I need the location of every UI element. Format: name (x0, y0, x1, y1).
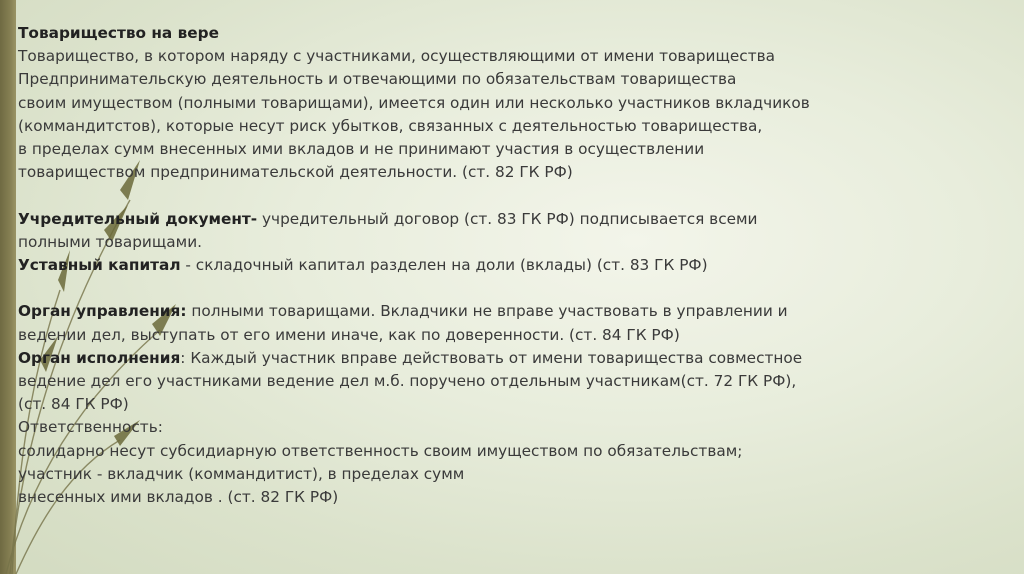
slide-text (18, 22, 978, 509)
definition-line: Товарищество, в котором наряду с участниками, осуществляющими от имени товарищества (18, 47, 775, 66)
management-body-cont: ведении дел, выступать от его имени иначе, как по доверенности. (ст. 84 ГК РФ) (18, 325, 680, 344)
liability-line: внесенных ими вкладов . (ст. 82 ГК РФ) (18, 488, 339, 507)
definition-line: (коммандитстов), которые несут риск убытков, связанных с деятельностью товарищества, (18, 116, 763, 135)
management-body (18, 300, 978, 323)
definition-line: своим имуществом (полными товарищами), имеется один или несколько участников вкладчиков (18, 93, 810, 112)
founding-document-label: Учредительный документ- (18, 209, 258, 228)
liability-line: Ответственность: (18, 418, 163, 437)
management-body-label: Орган управления: (18, 302, 187, 321)
execution-body-label: Орган исполнения (18, 348, 181, 367)
founding-document-text: учредительный договор (ст. 83 ГК РФ) подписывается всеми (257, 209, 758, 228)
liability-line: участник - вкладчик (коммандитист), в пределах сумм (18, 464, 465, 483)
share-capital-text: - складочный капитал разделен на доли (вклады) (ст. 83 ГК РФ) (180, 256, 708, 275)
founding-document (18, 208, 978, 231)
execution-body-text: : Каждый участник вправе действовать от имени товарищества совместное (180, 348, 803, 367)
share-capital-label: Уставный капитал (18, 256, 181, 275)
definition-line: в пределах сумм внесенных ими вкладов и не принимают участия в осуществлении (18, 140, 705, 159)
founding-document-cont: полными товарищами. (18, 232, 202, 251)
definition-line: Предпринимательскую деятельность и отвечающими по обязательствам товарищества (18, 70, 737, 89)
execution-body-cont: ведение дел его участниками ведение дел м.б. поручено отдельным участникам(ст. 72 ГК РФ), (18, 372, 797, 391)
liability-line: солидарно несут субсидиарную ответственность своим имуществом по обязательствам; (18, 441, 743, 460)
management-body-text: полными товарищами. Вкладчики не вправе участвовать в управлении и (186, 302, 788, 321)
execution-body-cont: (ст. 84 ГК РФ) (18, 395, 129, 414)
execution-body (18, 347, 978, 370)
slide-title: Товарищество на вере (18, 24, 219, 42)
definition-line: товариществом предпринимательской деятельности. (ст. 82 ГК РФ) (18, 163, 573, 182)
share-capital (18, 254, 978, 277)
